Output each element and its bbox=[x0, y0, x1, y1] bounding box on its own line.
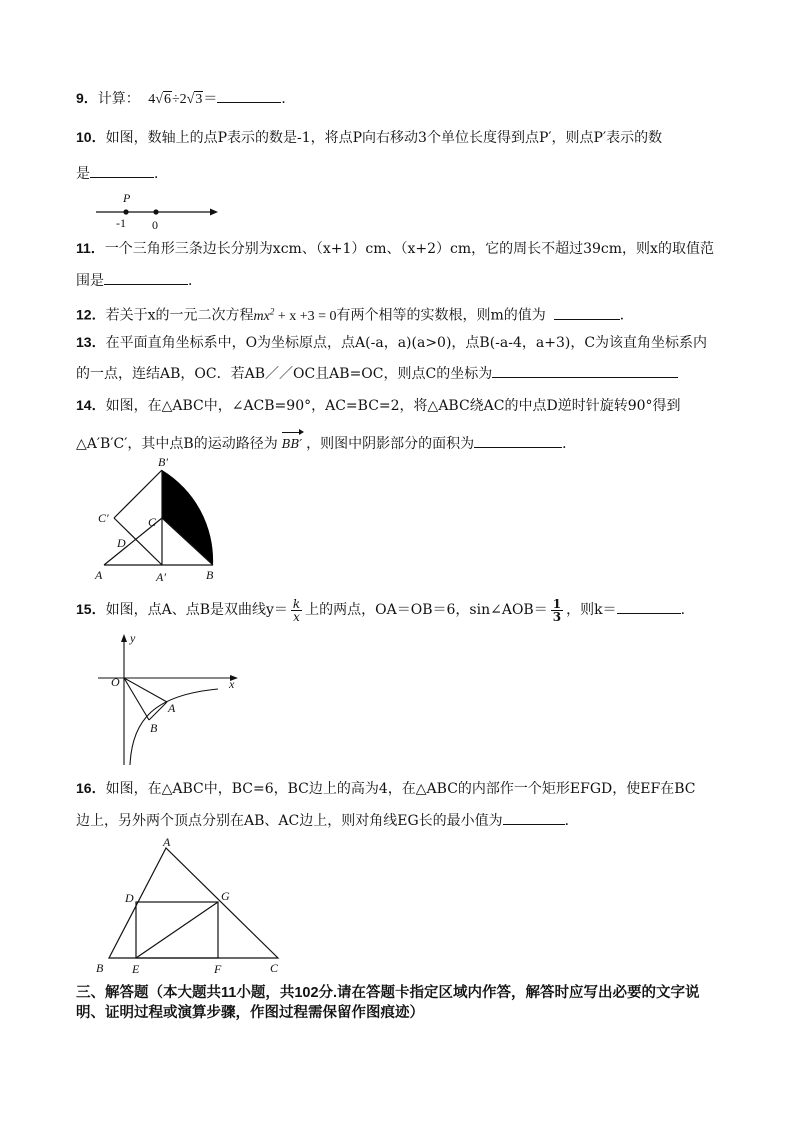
hyperbola-figure bbox=[94, 630, 244, 770]
question-14-line2: △A′B′C′，其中点B的运动路径为 BB′ ，则图中阴影部分的面积为 ． bbox=[76, 430, 576, 454]
question-11-line2: 围是 ． bbox=[76, 270, 202, 291]
label-e: E bbox=[132, 962, 140, 976]
label-p: P bbox=[123, 191, 131, 205]
question-10-line1 bbox=[76, 127, 662, 148]
answer-blank[interactable] bbox=[503, 810, 565, 825]
answer-blank[interactable] bbox=[492, 363, 678, 378]
rotation-figure bbox=[92, 455, 232, 588]
label-f: F bbox=[214, 962, 222, 976]
answer-blank[interactable] bbox=[617, 599, 681, 614]
label-a: A bbox=[95, 568, 103, 582]
label-d: D bbox=[125, 891, 134, 905]
question-11-line1 bbox=[76, 238, 714, 259]
question-number: 11． bbox=[76, 240, 105, 256]
question-15: 15．如图，点A、点B是双曲线y＝ $\frac{k}{x}$ 上的两点，OA＝OB＝6，sin∠AOB＝ $\frac{1}{3}$ ，则k＝ . bbox=[76, 596, 686, 624]
question-16-line1 bbox=[76, 778, 695, 799]
fraction-one-third: $\frac{1}{3}$ bbox=[552, 596, 562, 624]
segment-oa bbox=[124, 678, 167, 702]
question-number: 10． bbox=[76, 129, 106, 145]
triangle-abc bbox=[109, 848, 278, 958]
question-text: 一个三角形三条边长分别为xcm、（x+1）cm、（x+2）cm，它的周长不超过39cm，则x的取值范 bbox=[104, 241, 714, 257]
label-c-prime: C′ bbox=[98, 511, 109, 525]
answer-blank[interactable] bbox=[104, 270, 188, 285]
question-10-line2: 是 ． bbox=[76, 163, 168, 184]
diagonal-eg bbox=[136, 902, 218, 958]
question-number: 12． bbox=[76, 306, 106, 323]
segment-ob bbox=[124, 678, 149, 720]
label-o: O bbox=[111, 675, 120, 689]
label-a: A bbox=[168, 701, 176, 715]
arrow-head-icon bbox=[210, 209, 218, 216]
fraction-k-over-x: $\frac{k}{x}$ bbox=[292, 596, 301, 624]
origin-dot bbox=[153, 209, 158, 214]
question-number: 13． bbox=[76, 334, 106, 350]
label-b: B bbox=[96, 961, 104, 975]
label-neg1: -1 bbox=[116, 216, 126, 230]
label-a-prime: A′ bbox=[156, 570, 166, 584]
question-number: 9． bbox=[76, 90, 98, 106]
question-9: 9．计算： 4√6÷2√3＝ ． bbox=[76, 90, 296, 107]
question-text: 在平面直角坐标系中，O为坐标原点，点A(-a，a)(a>0)，点B(-a-4，a+3)，C为该直角坐标系内 bbox=[105, 335, 708, 351]
question-text: 如图，在△ABC中，∠ACB=90°，AC=BC=2，将△ABC绕AC的中点D逆时针旋转90°得到 bbox=[105, 398, 681, 414]
answer-blank[interactable] bbox=[474, 433, 562, 448]
question-text: 如图，在△ABC中，BC=6，BC边上的高为4，在△ABC的内部作一个矩形EFGD，使EF在BC bbox=[105, 781, 696, 797]
label-g: G bbox=[221, 889, 230, 903]
label-b: B bbox=[206, 568, 214, 582]
question-13-line1 bbox=[76, 332, 707, 353]
label-x: x bbox=[229, 677, 235, 691]
question-number: 14． bbox=[76, 397, 106, 413]
question-12: 12．若关于x的一元二次方程$mx^2 + x +3 = 0$有两个相等的实数根，则m的值为 ． bbox=[76, 306, 634, 324]
label-a: A bbox=[163, 835, 171, 849]
label-b-prime: B′ bbox=[158, 455, 168, 469]
answer-blank[interactable] bbox=[217, 88, 281, 103]
number-line-figure bbox=[94, 190, 224, 232]
question-13-line2: 的一点，连结AB，OC．若AB／／OC且AB=OC，则点C的坐标为 bbox=[76, 363, 678, 384]
math-expression: 4√6÷2√3＝ bbox=[148, 92, 218, 107]
triangle-rectangle-figure bbox=[92, 836, 292, 978]
question-text: 计算： bbox=[97, 91, 140, 107]
question-number: 15． bbox=[76, 601, 106, 617]
point-p-dot bbox=[123, 209, 128, 214]
question-number: 16． bbox=[76, 780, 106, 796]
label-b: B bbox=[150, 721, 158, 735]
question-text: 如图，数轴上的点P表示的数是-1，将点P向右移动3个单位长度得到点P′，则点P′表示的数 bbox=[105, 130, 663, 146]
question-text: 若关于x的一元二次方程 bbox=[105, 307, 254, 324]
question-text: 如图，点A、点B是双曲线y＝ bbox=[105, 602, 288, 618]
label-c: C bbox=[270, 961, 279, 975]
shaded-region bbox=[162, 470, 213, 565]
label-zero: 0 bbox=[152, 218, 158, 232]
label-y: y bbox=[130, 631, 136, 645]
question-14-line1 bbox=[76, 395, 681, 416]
label-d: D bbox=[117, 536, 126, 550]
question-16-line2: 边上，另外两个顶点分别在AB、AC边上，则对角线EG长的最小值为 ． bbox=[76, 810, 579, 831]
y-axis-arrow-icon bbox=[121, 634, 127, 642]
arc-vector-bb-prime: BB′ bbox=[282, 430, 302, 454]
answer-blank[interactable] bbox=[554, 305, 620, 320]
answer-blank[interactable] bbox=[90, 163, 154, 178]
label-c: C bbox=[148, 515, 157, 529]
section-3-heading: 三、解答题（本大题共11小题，共102分.请在答题卡指定区域内作答，解答时应写出必要的文字说明、证明过程或演算步骤，作图过程需保留作图痕迹） bbox=[76, 985, 700, 1021]
segment-c-prime-b-prime bbox=[114, 470, 162, 518]
equation: $mx^2 + x +3 = 0$ bbox=[253, 306, 337, 324]
